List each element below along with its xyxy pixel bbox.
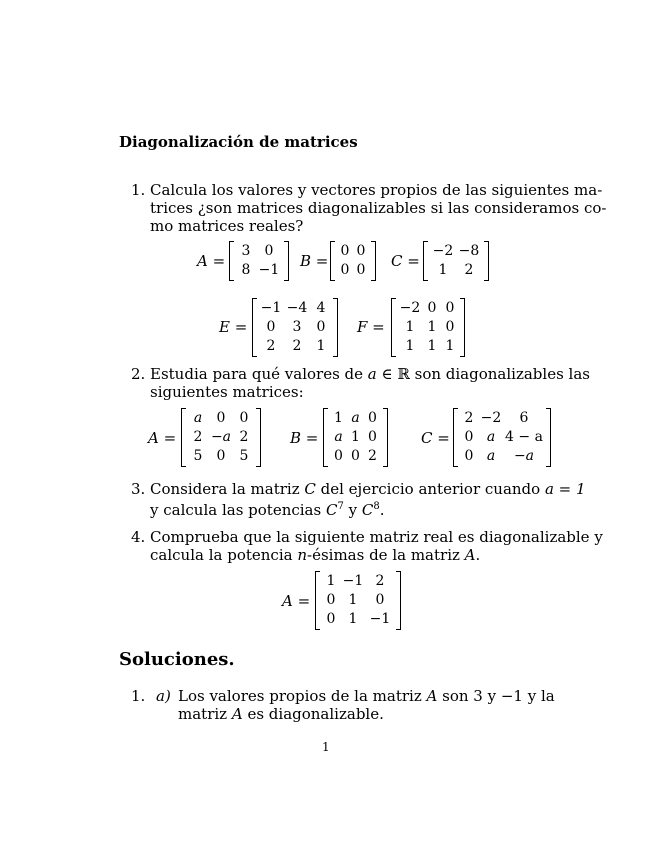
page-number: 1 [322, 740, 330, 754]
solution-var-a: A [231, 705, 243, 723]
ex1-matrix-e-label: E = [219, 318, 248, 336]
ex1-matrix-c [430, 242, 482, 280]
ex3-text-part: Considera la matriz [150, 480, 305, 498]
matrix-cell: 4 [316, 300, 326, 316]
solution-var-a: A [426, 687, 438, 705]
matrix-cell: 2 [464, 262, 474, 278]
matrix-cell: 0 [326, 592, 336, 608]
solution-text-part: matriz [178, 705, 232, 723]
ex1-matrix-e [259, 299, 331, 356]
ex2-number: 2. [131, 365, 146, 383]
ex3-var-c: C [361, 501, 374, 519]
solution-text-part: son 3 y −1 y la [437, 687, 555, 705]
ex4-line-1: Comprueba que la siguiente matriz real es diagonalizable y [150, 528, 603, 546]
ex4-text-part: calcula la potencia [150, 546, 298, 564]
matrix-cell: 0 [340, 262, 350, 278]
matrix-cell: −2 [399, 300, 421, 316]
matrix-cell: a [486, 448, 496, 464]
ex2-line-2: siguientes matrices: [150, 383, 304, 401]
ex3-exponent: 8 [373, 501, 380, 512]
solution-1-item: a) [156, 687, 171, 705]
matrix-cell: 0 [216, 448, 226, 464]
ex1-matrix-a [236, 242, 282, 280]
matrix-cell: 3 [292, 319, 302, 335]
matrix-cell: 0 [316, 319, 326, 335]
ex3-var-c: C [304, 480, 316, 498]
ex1-text [150, 181, 606, 235]
ex4-matrix-a-label: A = [282, 592, 311, 610]
ex4-matrix-a [322, 572, 394, 629]
matrix-cell: 0 [427, 300, 437, 316]
ex4-var-n: n [297, 546, 307, 564]
ex3-text-part: y [343, 501, 362, 519]
matrix-cell: a [486, 429, 496, 445]
matrix-cell: 5 [239, 448, 249, 464]
matrix-cell: 5 [193, 448, 203, 464]
ex2-var-a: a [367, 365, 377, 383]
matrix-cell: 1 [405, 338, 415, 354]
matrix-cell: 2 [464, 410, 474, 426]
ex1-matrix-f [398, 299, 458, 356]
ex3-number: 3. [131, 480, 146, 498]
matrix-cell: 1 [348, 611, 358, 627]
ex2-line-1 [150, 365, 590, 383]
ex4-text [150, 528, 603, 564]
matrix-cell: 2 [266, 338, 276, 354]
matrix-cell: −2 [432, 243, 454, 259]
matrix-cell: 0 [464, 448, 474, 464]
ex3-exponent: 7 [337, 501, 344, 512]
matrix-cell: 1 [348, 592, 358, 608]
matrix-cell: 0 [216, 410, 226, 426]
matrix-cell: 0 [334, 448, 343, 464]
ex3-line-2 [150, 498, 586, 519]
solution-1-text [178, 687, 555, 723]
ex2-matrix-b-label: B = [290, 429, 319, 447]
matrix-cell: 0 [368, 429, 377, 445]
matrix-cell: −1 [342, 573, 364, 589]
ex1-matrix-f-label: F = [357, 318, 385, 336]
ex3-var-c: C [325, 501, 338, 519]
matrix-cell: 0 [368, 410, 377, 426]
ex3-text-part: del ejercicio anterior cuando [315, 480, 545, 498]
solution-text-part: es diagonalizable. [242, 705, 384, 723]
matrix-cell: 0 [264, 243, 274, 259]
matrix-cell: 0 [326, 611, 336, 627]
matrix-cell: 1 [438, 262, 448, 278]
matrix-cell: 0 [356, 262, 366, 278]
ex2-text-part: ∈ ℝ son diagonalizables las [376, 365, 590, 383]
matrix-cell: 1 [351, 429, 360, 445]
matrix-cell: 1 [405, 319, 415, 335]
ex2-matrix-a [188, 409, 254, 466]
solutions-heading: Soluciones. [119, 649, 235, 670]
matrix-cell: 0 [375, 592, 385, 608]
ex1-line-2: trices ¿son matrices diagonalizables si las consideramos co- [150, 199, 607, 217]
matrix-cell: −a [210, 429, 232, 445]
solution-1-number: 1. [131, 687, 146, 705]
matrix-cell: 0 [445, 319, 455, 335]
matrix-cell: 1 [427, 338, 437, 354]
matrix-cell: −4 [286, 300, 308, 316]
matrix-cell: 0 [356, 243, 366, 259]
matrix-cell: 2 [193, 429, 203, 445]
matrix-cell: −2 [480, 410, 502, 426]
page-title: Diagonalización de matrices [119, 133, 358, 151]
matrix-cell: 0 [239, 410, 249, 426]
matrix-cell: 0 [445, 300, 455, 316]
matrix-cell: a [193, 410, 203, 426]
matrix-cell: 6 [519, 410, 529, 426]
matrix-cell: −8 [458, 243, 480, 259]
matrix-cell: a [351, 410, 360, 426]
matrix-cell: −1 [260, 300, 282, 316]
matrix-cell: 0 [340, 243, 350, 259]
matrix-cell: 8 [241, 262, 251, 278]
ex3-text-part: . [379, 501, 385, 519]
matrix-cell: 2 [375, 573, 385, 589]
ex1-matrix-b-label: B = [300, 252, 329, 270]
ex2-text-part: Estudia para qué valores de [150, 365, 368, 383]
ex3-line-1 [150, 480, 586, 498]
solution-text-part: Los valores propios de la matriz [178, 687, 427, 705]
matrix-cell: 1 [316, 338, 326, 354]
ex1-matrix-c-label: C = [391, 252, 420, 270]
matrix-cell: 2 [368, 448, 377, 464]
ex2-matrix-b [330, 409, 381, 466]
matrix-cell: 0 [351, 448, 360, 464]
matrix-cell: 2 [239, 429, 249, 445]
ex3-text-part: y calcula las potencias [150, 501, 326, 519]
ex4-text-part: -ésimas de la matriz [307, 546, 465, 564]
matrix-cell: −a [513, 448, 535, 464]
matrix-cell: −1 [258, 262, 280, 278]
matrix-cell: 1 [427, 319, 437, 335]
ex2-matrix-c-label: C = [421, 429, 450, 447]
ex1-line-1: Calcula los valores y vectores propios de las siguientes ma- [150, 181, 603, 199]
ex1-number: 1. [131, 181, 146, 199]
ex4-line-2 [150, 546, 603, 564]
matrix-cell: a [334, 429, 343, 445]
matrix-cell: 4 − a [505, 429, 543, 445]
ex4-text-part: . [475, 546, 481, 564]
ex2-text [150, 365, 590, 401]
ex3-condition: a = 1 [544, 480, 586, 498]
matrix-cell: −1 [369, 611, 391, 627]
ex1-matrix-a-label: A = [197, 252, 226, 270]
ex1-line-3: mo matrices reales? [150, 217, 304, 235]
ex2-matrix-c [460, 409, 544, 466]
ex1-matrix-b [337, 242, 369, 280]
solution-1-line-1 [178, 687, 555, 705]
matrix-cell: 3 [241, 243, 251, 259]
matrix-cell: 0 [464, 429, 474, 445]
ex4-var-a: A [464, 546, 476, 564]
ex4-number: 4. [131, 528, 146, 546]
matrix-cell: 1 [334, 410, 343, 426]
solution-1-line-2 [178, 705, 555, 723]
matrix-cell: 1 [326, 573, 336, 589]
matrix-cell: 1 [445, 338, 455, 354]
matrix-cell: 0 [266, 319, 276, 335]
ex2-matrix-a-label: A = [148, 429, 177, 447]
matrix-cell: 2 [292, 338, 302, 354]
ex3-text [150, 480, 586, 519]
